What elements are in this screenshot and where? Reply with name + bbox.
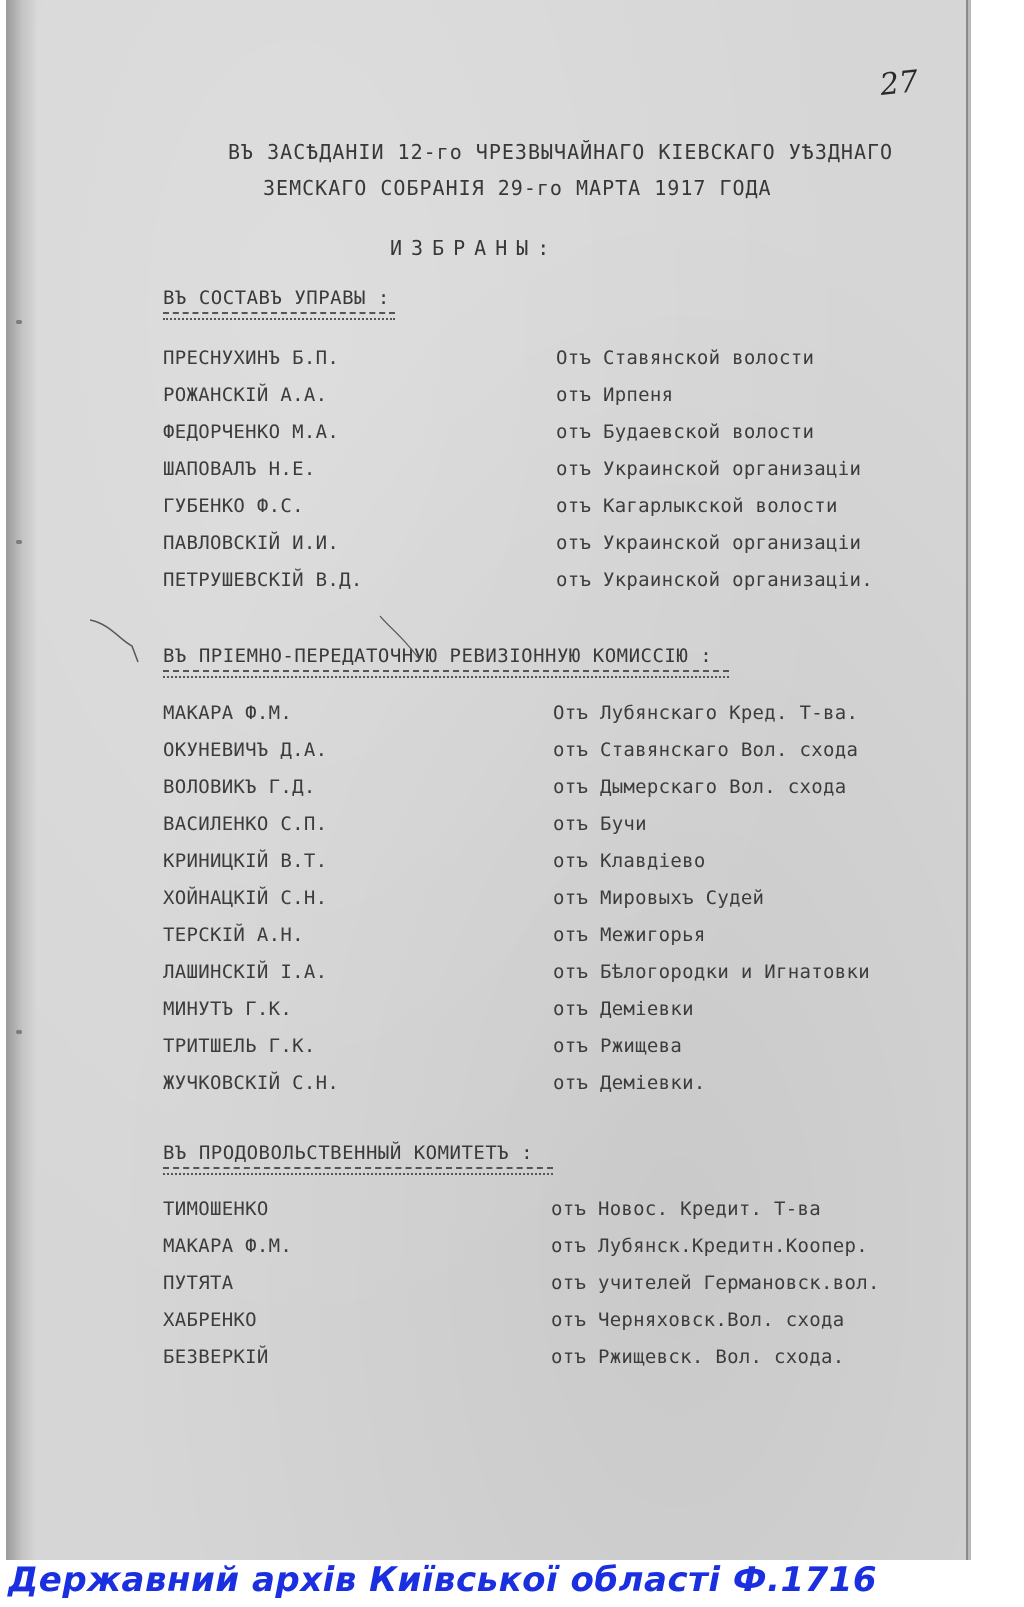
member-name: ВАСИЛЕНКО С.П.: [163, 813, 328, 835]
member-origin: отъ Кагарлыкской волости: [556, 495, 838, 517]
member-origin: Отъ Лубянскаго Кред. Т-ва.: [553, 702, 859, 724]
member-name: ОКУНЕВИЧЪ Д.А.: [163, 739, 328, 761]
member-name: ФЕДОРЧЕНКО М.А.: [163, 421, 340, 443]
member-origin: отъ Ржищевск. Вол. схода.: [551, 1346, 845, 1368]
member-name: РОЖАНСКІЙ А.А.: [163, 384, 328, 406]
member-origin: отъ Клавдіево: [553, 850, 706, 872]
member-origin: отъ Украинской организаціи: [556, 458, 862, 480]
member-name: ЛАШИНСКІЙ І.А.: [163, 961, 328, 983]
member-name: ШАПОВАЛЪ Н.Е.: [163, 458, 316, 480]
member-name: КРИНИЦКІЙ В.Т.: [163, 850, 328, 872]
member-origin: отъ Ирпеня: [556, 384, 674, 406]
member-name: ПУТЯТА: [163, 1272, 234, 1294]
member-origin: отъ Лубянск.Кредитн.Коопер.: [551, 1235, 868, 1257]
member-name: ХАБРЕНКО: [163, 1309, 257, 1331]
member-origin: отъ Ставянскаго Вол. схода: [553, 739, 859, 761]
member-origin: отъ Бѣлогородки и Игнатовки: [553, 961, 870, 983]
member-origin: отъ Новос. Кредит. Т-ва: [551, 1198, 821, 1220]
member-origin: отъ Бучи: [553, 813, 647, 835]
member-name: ТЕРСКІЙ А.Н.: [163, 924, 304, 946]
heading-underline: [163, 676, 729, 678]
member-name: ТИМОШЕНКО: [163, 1198, 269, 1220]
section-heading-food-committee: ВЪ ПРОДОВОЛЬСТВЕННЫЙ КОМИТЕТЪ :: [163, 1142, 534, 1164]
heading-underline: [163, 1167, 553, 1169]
member-origin: отъ Черняховск.Вол. схода: [551, 1309, 845, 1331]
binding-hole: [16, 320, 22, 324]
member-origin: Отъ Ставянской волости: [556, 347, 815, 369]
member-origin: отъ учителей Германовск.вол.: [551, 1272, 880, 1294]
heading-underline: [163, 318, 395, 320]
binding-spine: [6, 0, 36, 1560]
member-origin: отъ Дымерскаго Вол. схода: [553, 776, 847, 798]
member-origin: отъ Деміевки: [553, 998, 694, 1020]
member-origin: отъ Ржищева: [553, 1035, 683, 1057]
member-origin: отъ Деміевки.: [553, 1072, 706, 1094]
binding-hole: [16, 540, 22, 544]
member-origin: отъ Межигорья: [553, 924, 706, 946]
handwritten-page-number: 27: [878, 64, 920, 103]
member-name: МАКАРА Ф.М.: [163, 1235, 293, 1257]
member-name: ВОЛОВИКЪ Г.Д.: [163, 776, 316, 798]
member-name: БЕЗВЕРКІЙ: [163, 1346, 269, 1368]
member-origin: отъ Будаевской волости: [556, 421, 815, 443]
heading-underline: [163, 312, 395, 314]
section-heading-audit-commission: ВЪ ПРІЕМНО-ПЕРЕДАТОЧНУЮ РЕВИЗІОННУЮ КОМИССІЮ :: [163, 645, 713, 667]
member-name: МАКАРА Ф.М.: [163, 702, 293, 724]
member-name: МИНУТЪ Г.К.: [163, 998, 293, 1020]
member-name: ГУБЕНКО Ф.С.: [163, 495, 304, 517]
heading-underline: [163, 1173, 553, 1175]
section-heading-board: ВЪ СОСТАВЪ УПРАВЫ :: [163, 287, 390, 309]
title-line-1: ВЪ ЗАСѢДАНІИ 12-го ЧРЕЗВЫЧАЙНАГО КІЕВСКАГО УѢЗДНАГО: [228, 140, 894, 164]
member-name: ПАВЛОВСКІЙ И.И.: [163, 532, 340, 554]
member-name: ЖУЧКОВСКІЙ С.Н.: [163, 1072, 340, 1094]
member-origin: отъ Мировыхъ Судей: [553, 887, 765, 909]
title-line-2: ЗЕМСКАГО СОБРАНІЯ 29-го МАРТА 1917 ГОДА: [263, 176, 772, 200]
member-origin: отъ Украинской организаціи.: [556, 569, 873, 591]
member-name: ПРЕСНУХИНЪ Б.П.: [163, 347, 340, 369]
binding-hole: [16, 1030, 22, 1034]
heading-underline: [163, 670, 729, 672]
paper-crease-mark: [90, 610, 430, 670]
member-name: ТРИТШЕЛЬ Г.К.: [163, 1035, 316, 1057]
elected-heading: ИЗБРАНЫ:: [390, 236, 559, 260]
member-origin: отъ Украинской организаціи: [556, 532, 862, 554]
archive-watermark-caption: Державний архів Київської області Ф.1716: [8, 1560, 878, 1600]
member-name: ПЕТРУШЕВСКІЙ В.Д.: [163, 569, 363, 591]
member-name: ХОЙНАЦКІЙ С.Н.: [163, 887, 328, 909]
